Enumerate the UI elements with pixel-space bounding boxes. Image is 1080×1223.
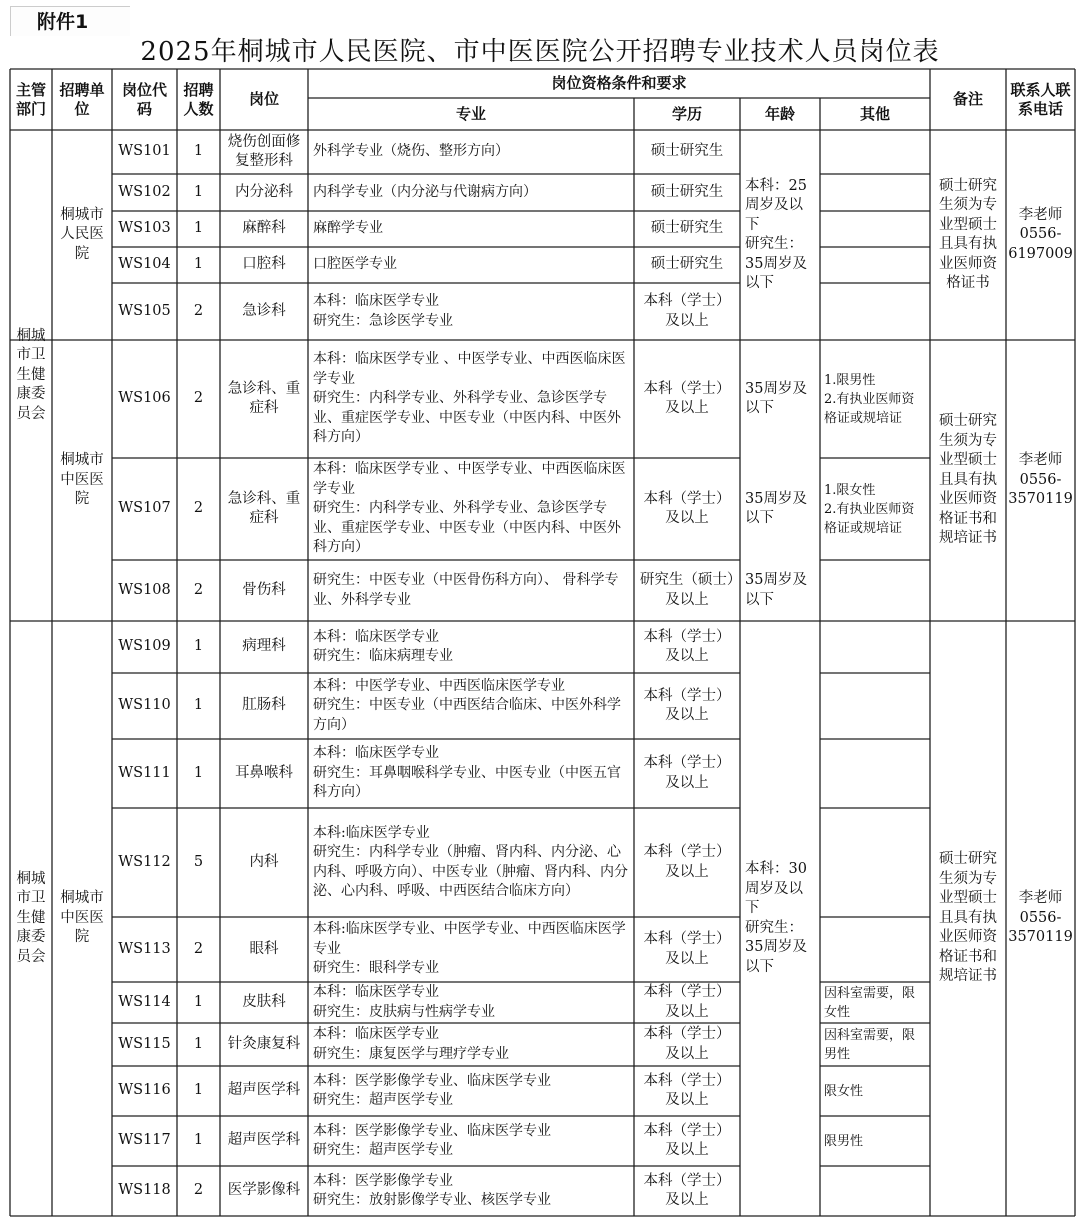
education-requirement: 本科（学士）及以上 (643, 628, 731, 664)
major-requirement: 麻醉学专业 (313, 220, 383, 237)
header-requirements: 岗位资格条件和要求 (551, 74, 687, 92)
major-requirement: 本科：临床医学专业 研究生：急诊医学专业 (313, 293, 453, 329)
education-requirement: 本科（学士）及以上 (643, 490, 731, 526)
contact-cell: 李老师 0556-3570119 (1008, 890, 1073, 946)
education-requirement: 本科（学士）及以上 (643, 931, 731, 967)
header-dept: 主管部门 (15, 80, 46, 118)
education-requirement: 硕士研究生 (650, 256, 724, 273)
position-name: 急诊科、重症科 (227, 380, 301, 416)
other-requirement: 因科室需要，限男性 (824, 1027, 916, 1062)
header-unit: 招聘单位 (59, 80, 105, 118)
header-major: 专业 (455, 104, 486, 123)
education-requirement: 研究生（硕士）及以上 (639, 572, 735, 608)
position-name: 口腔科 (242, 256, 286, 273)
hire-count: 1 (193, 764, 204, 781)
major-requirement: 本科：临床医学专业 、中医学专业、中西医临床医学专业 研究生：内科学专业、外科学专业、急诊医学专业、重症医学专业、中医专业（中医内科、中医外科方向） (313, 351, 626, 446)
position-code: WS111 (118, 764, 171, 781)
hire-count: 1 (193, 220, 204, 237)
hire-count: 2 (193, 1182, 204, 1199)
remark-cell: 硕士研究生须为专业型硕士且具有执业医师资格证书和规培证书 (939, 851, 997, 985)
education-requirement: 本科（学士）及以上 (643, 844, 731, 880)
dept-cell: 桐城市卫生健康委员会 (16, 327, 46, 422)
major-requirement: 本科：医学影像学专业、临床医学专业 研究生：超声医学专业 (313, 1122, 551, 1158)
major-requirement: 本科：临床医学专业 研究生：皮肤病与性病学专业 (313, 984, 495, 1020)
position-name: 耳鼻喉科 (235, 764, 293, 781)
position-code: WS115 (118, 1035, 171, 1052)
education-requirement: 本科（学士）及以上 (643, 687, 731, 723)
header-contact: 联系人联系电话 (1010, 80, 1071, 118)
position-code: WS106 (118, 390, 171, 407)
position-name: 病理科 (242, 638, 286, 655)
position-name: 眼科 (249, 940, 279, 957)
major-requirement: 本科：医学影像学专业 研究生：放射影像学专业、核医学专业 (313, 1172, 551, 1208)
page-title: 2025年桐城市人民医院、市中医医院公开招聘专业技术人员岗位表 (140, 37, 940, 67)
hire-count: 1 (193, 143, 204, 160)
position-code: WS104 (118, 256, 171, 273)
position-name: 骨伤科 (242, 581, 286, 598)
education-requirement: 硕士研究生 (650, 143, 724, 160)
major-requirement: 本科：中医学专业、中西医临床医学专业 研究生：中医专业（中西医结合临床、中医外科学方向） (313, 677, 621, 733)
position-name: 急诊科 (242, 302, 286, 319)
hire-count: 1 (193, 1132, 204, 1149)
hire-count: 2 (193, 390, 204, 407)
age-cell: 本科：30周岁及以下 研究生：35周岁及以下 (745, 861, 807, 975)
hire-count: 1 (193, 183, 204, 200)
hire-count: 1 (193, 697, 204, 714)
position-name: 超声医学科 (227, 1132, 301, 1149)
position-code: WS114 (118, 993, 171, 1010)
education-requirement: 硕士研究生 (650, 183, 724, 200)
position-name: 内分泌科 (235, 183, 293, 200)
position-code: WS117 (118, 1132, 171, 1149)
position-code: WS110 (118, 697, 171, 714)
position-code: WS118 (118, 1182, 171, 1199)
position-name: 超声医学科 (227, 1082, 301, 1099)
major-requirement: 本科：临床医学专业 研究生：临床病理专业 (313, 628, 453, 664)
major-requirement: 本科：临床医学专业 、中医学专业、中西医临床医学专业 研究生：内科学专业、外科学专业、急诊医学专业、重症医学专业、中医专业（中医内科、中医外科方向） (313, 461, 626, 556)
header-code: 岗位代码 (121, 80, 167, 118)
age-requirement: 35周岁及以下 (745, 380, 807, 416)
remark-cell: 硕士研究生须为专业型硕士且具有执业医师资格证书 (939, 177, 997, 291)
other-requirement: 1.限男性 2.有执业医师资格证或规培证 (824, 372, 915, 426)
education-requirement: 本科（学士）及以上 (643, 293, 731, 329)
other-requirement: 限女性 (824, 1083, 864, 1099)
hire-count: 1 (193, 993, 204, 1010)
position-code: WS112 (118, 853, 171, 870)
hire-count: 5 (193, 853, 204, 870)
other-requirement: 限男性 (824, 1133, 864, 1149)
major-requirement: 口腔医学专业 (313, 256, 397, 273)
attachment-label: 附件1 (10, 6, 130, 36)
education-requirement: 本科（学士）及以上 (643, 1026, 731, 1062)
major-requirement: 研究生：中医专业（中医骨伤科方向）、 骨科学专业、外科学专业 (313, 572, 619, 608)
major-requirement: 本科:临床医学专业、中医学专业、中西医临床医学专业 研究生：眼科学专业 (313, 921, 626, 977)
education-requirement: 本科（学士）及以上 (643, 380, 731, 416)
dept-cell: 桐城市卫生健康委员会 (16, 870, 46, 965)
position-name: 肛肠科 (242, 697, 286, 714)
education-requirement: 本科（学士）及以上 (643, 1172, 731, 1208)
position-code: WS107 (118, 500, 171, 517)
unit-cell: 桐城市中医医院 (60, 452, 104, 508)
header-age: 年龄 (764, 104, 795, 123)
hire-count: 1 (193, 1082, 204, 1099)
header-post: 岗位 (248, 90, 279, 108)
major-requirement: 本科：医学影像学专业、临床医学专业 研究生：超声医学专业 (313, 1072, 551, 1108)
hire-count: 1 (193, 256, 204, 273)
major-requirement: 本科：临床医学专业 研究生：耳鼻咽喉科学专业、中医专业（中医五官科方向） (313, 745, 621, 801)
hire-count: 2 (193, 302, 204, 319)
position-name: 医学影像科 (227, 1182, 301, 1199)
position-name: 急诊科、重症科 (227, 490, 301, 526)
major-requirement: 内科学专业（内分泌与代谢病方向） (313, 183, 537, 200)
unit-cell: 桐城市中医医院 (60, 890, 104, 946)
major-requirement: 外科学专业（烧伤、整形方向） (313, 143, 509, 160)
position-name: 针灸康复科 (227, 1035, 301, 1052)
remark-cell: 硕士研究生须为专业型硕士且具有执业医师资格证书和规培证书 (939, 413, 997, 547)
position-code: WS109 (118, 638, 171, 655)
position-code: WS103 (118, 220, 171, 237)
position-name: 麻醉科 (242, 220, 286, 237)
position-code: WS102 (118, 183, 171, 200)
position-name: 皮肤科 (242, 993, 286, 1010)
age-cell: 本科：25周岁及以下 研究生：35周岁及以下 (745, 177, 807, 291)
hire-count: 2 (193, 581, 204, 598)
header-count: 招聘人数 (183, 80, 214, 118)
other-requirement: 因科室需要，限女性 (824, 985, 916, 1020)
position-code: WS108 (118, 581, 171, 598)
education-requirement: 本科（学士）及以上 (643, 984, 731, 1020)
major-requirement: 本科:临床医学专业 研究生：内科学专业（肿瘤、肾内科、内分泌、心内科、呼吸方向）、中医专业（肿瘤、肾内科、内分泌、心内科、呼吸、中西医结合临床方向） (313, 824, 628, 899)
hire-count: 2 (193, 940, 204, 957)
unit-cell: 桐城市人民医院 (60, 206, 104, 262)
major-requirement: 本科：临床医学专业 研究生：康复医学与理疗学专业 (313, 1026, 509, 1062)
position-name: 烧伤创面修复整形科 (227, 133, 301, 169)
header-education: 学历 (671, 104, 702, 123)
education-requirement: 本科（学士）及以上 (643, 1122, 731, 1158)
age-requirement: 35周岁及以下 (745, 490, 807, 526)
hire-count: 1 (193, 1035, 204, 1052)
education-requirement: 硕士研究生 (650, 220, 724, 237)
age-requirement: 35周岁及以下 (745, 572, 807, 608)
position-name: 内科 (249, 853, 279, 870)
position-code: WS113 (118, 940, 171, 957)
header-other: 其他 (859, 104, 890, 123)
hire-count: 2 (193, 500, 204, 517)
header-remark: 备注 (952, 90, 983, 108)
hire-count: 1 (193, 638, 204, 655)
contact-cell: 李老师 0556-3570119 (1008, 452, 1073, 508)
position-code: WS105 (118, 302, 171, 319)
education-requirement: 本科（学士）及以上 (643, 755, 731, 791)
contact-cell: 李老师 0556-6197009 (1008, 206, 1073, 262)
education-requirement: 本科（学士）及以上 (643, 1072, 731, 1108)
position-code: WS101 (118, 143, 171, 160)
other-requirement: 1.限女性 2.有执业医师资格证或规培证 (824, 482, 915, 536)
position-code: WS116 (118, 1082, 171, 1099)
